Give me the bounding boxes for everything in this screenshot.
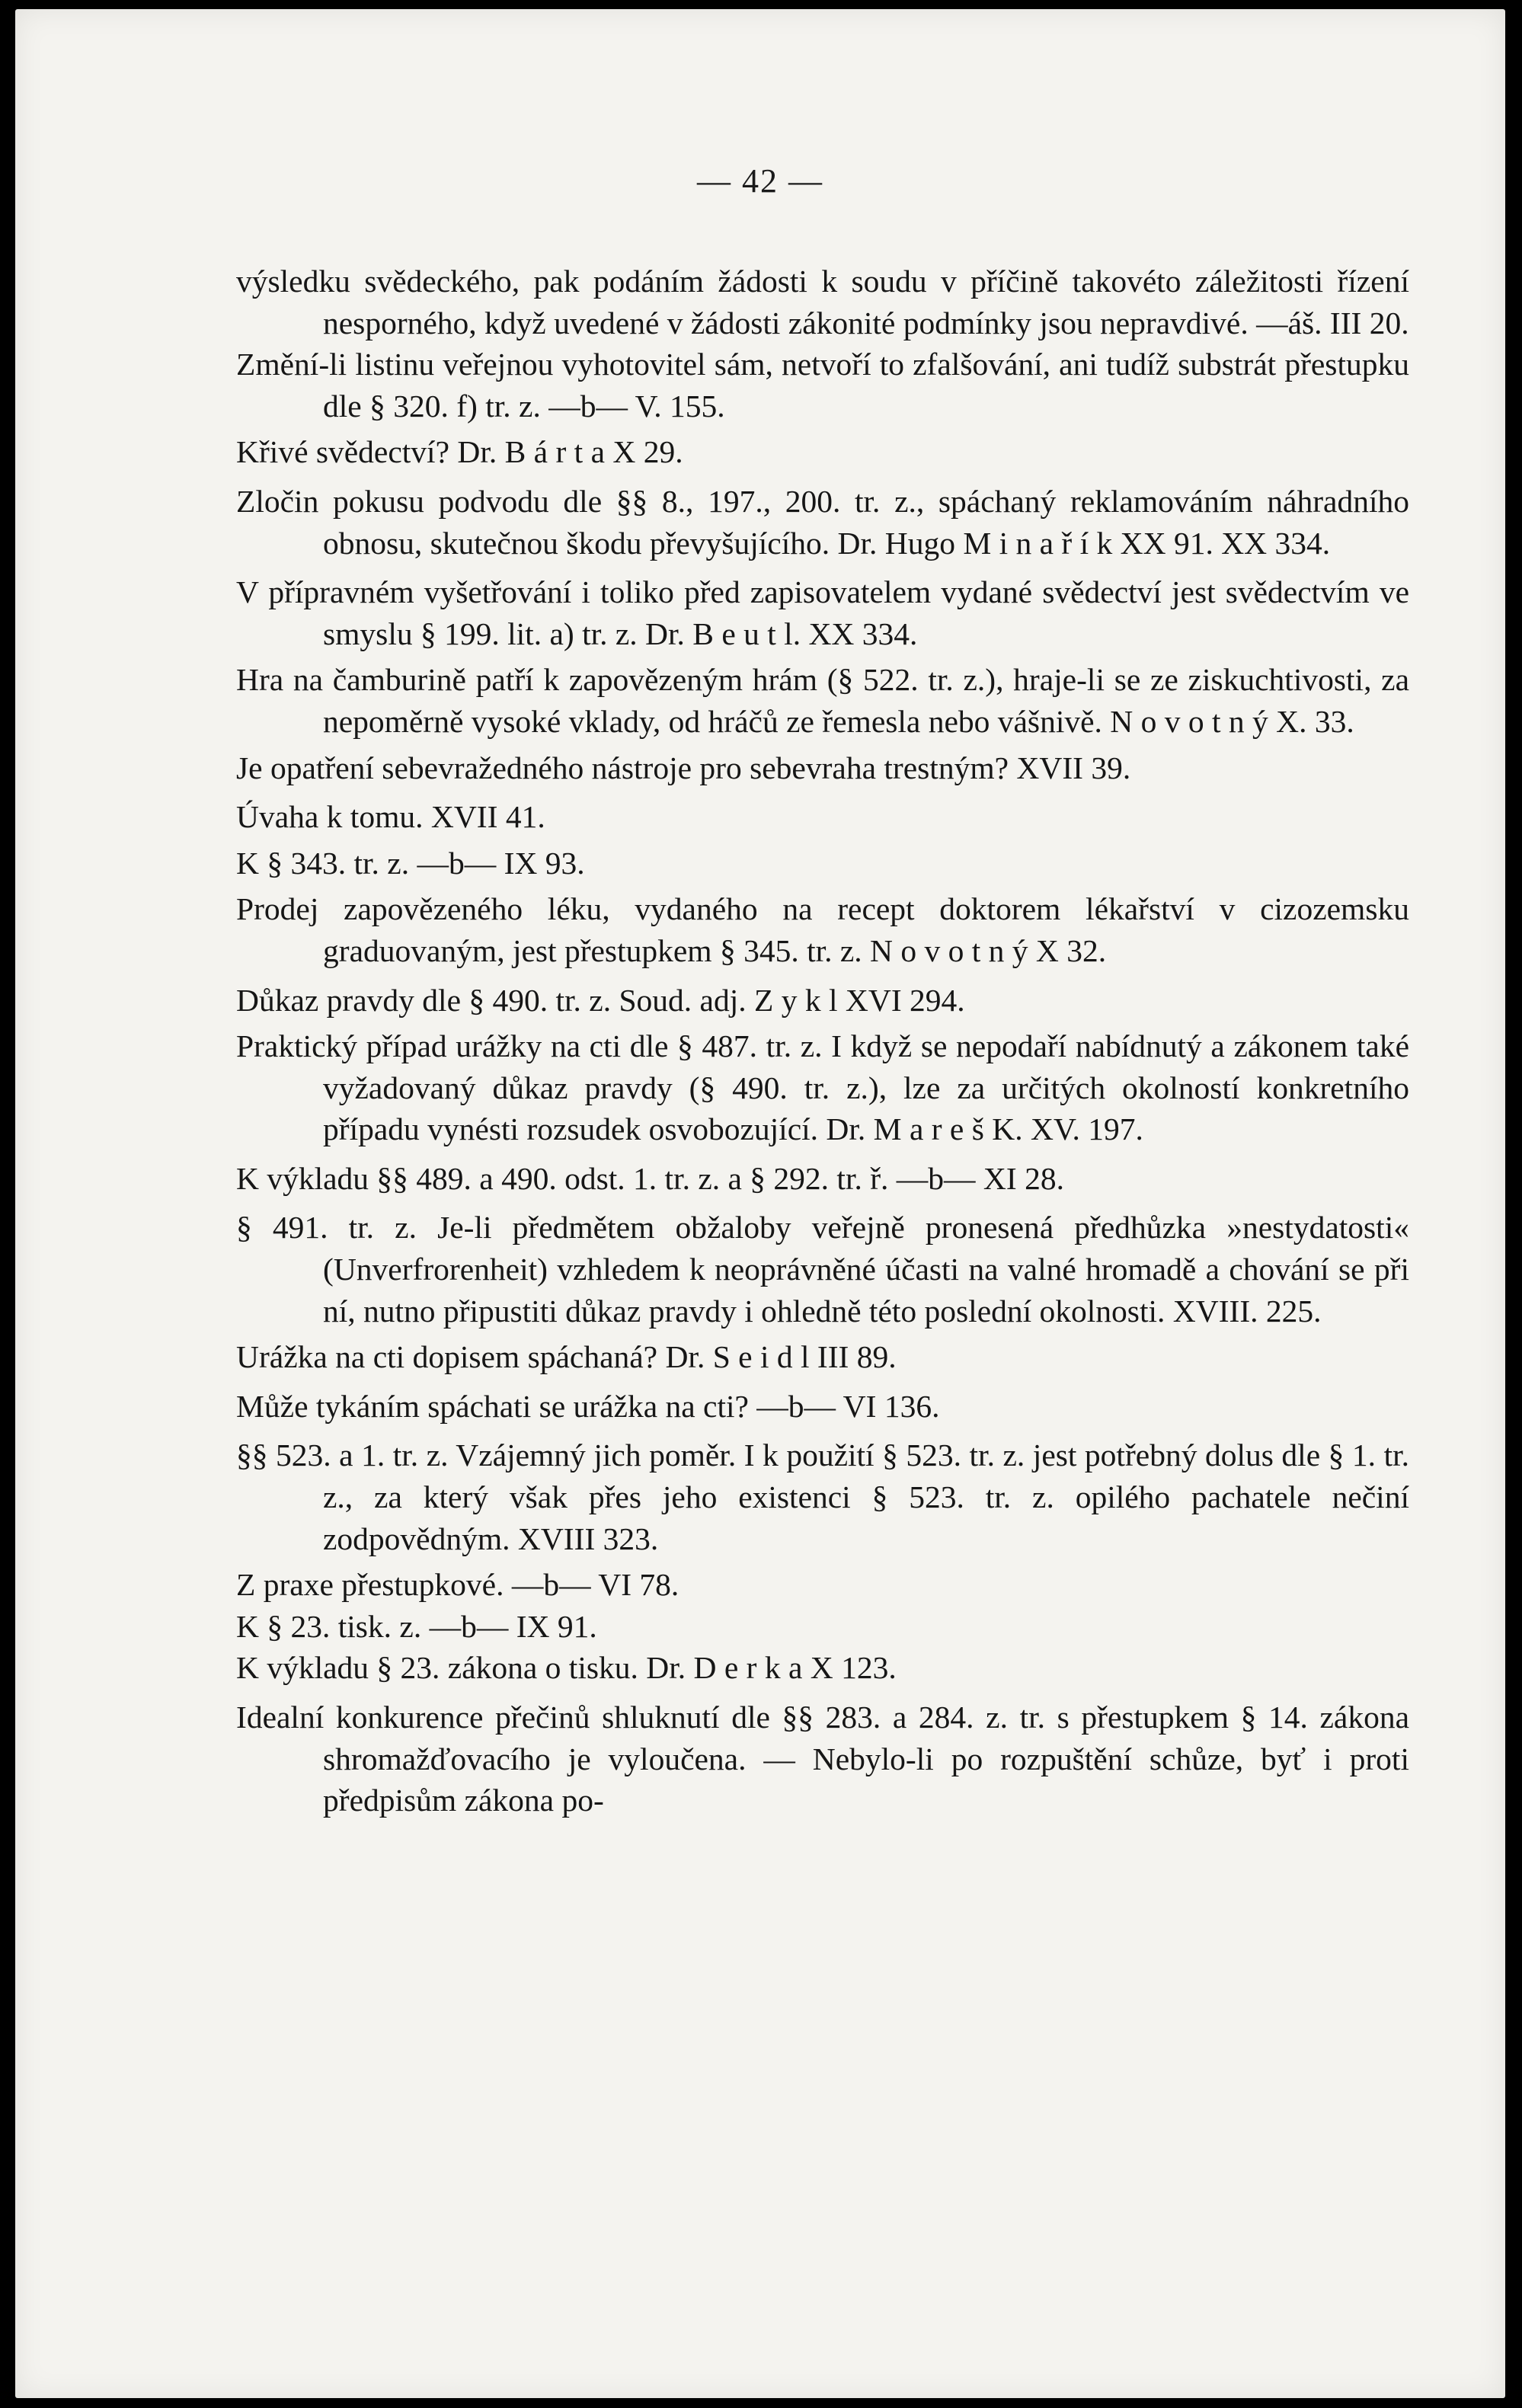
index-text-block	[236, 261, 1409, 1821]
index-entry: Křivé svědectví? Dr. B á r t a X 29.	[236, 434, 683, 470]
index-entry: Je opatření sebevražedného nástroje pro sebevraha trestným? XVII 39.	[236, 750, 1131, 785]
index-entry: Úvaha k tomu. XVII 41.	[236, 799, 545, 835]
index-entry: Praktický případ urážky na cti dle § 487. tr. z. I když se nepodaří nabídnutý a zákonem také vyžadovaný důkaz pravdy (§ 490. tr. z.), lze za určitých okolností konkretního případu vynésti rozsudek osvobozující. Dr. M a r e š K. XV. 197.	[236, 1028, 1409, 1147]
index-entry: Idealní konkurence přečinů shluknutí dle §§ 283. a 284. z. tr. s přestupkem § 14. zákona shromažďovacího je vyloučena. — Nebylo-li po rozpuštění schůze, byť i proti předpisům zákona po-	[236, 1700, 1409, 1818]
index-entry: Prodej zapovězeného léku, vydaného na recept doktorem lékařství v cizozemsku graduovaným, jest přestupkem § 345. tr. z. N o v o t n ý X 32.	[236, 891, 1409, 968]
index-entry: K výkladu §§ 489. a 490. odst. 1. tr. z. a § 292. tr. ř. —b— XI 28.	[236, 1160, 1064, 1196]
page-number: — 42 —	[697, 162, 823, 200]
index-entry: Důkaz pravdy dle § 490. tr. z. Soud. adj. Z y k l XVI 294.	[236, 982, 965, 1018]
index-entry: Hra na čamburině patří k zapovězeným hrám (§ 522. tr. z.), hraje-li se ze ziskuchtivosti, za nepoměrně vysoké vklady, od hráčů ze řemesla nebo vášnivě. N o v o t n ý X. 33.	[236, 662, 1409, 739]
index-entry: Z praxe přestupkové. —b— VI 78.	[236, 1567, 679, 1603]
index-entry: K výkladu § 23. zákona o tisku. Dr. D e r k a X 123.	[236, 1650, 897, 1686]
index-entry: § 491. tr. z. Je-li předmětem obžaloby veřejně pronesená předhůzka »nestydatosti« (Unverfrorenheit) vzhledem k neoprávněné účasti na valné hromadě a chování se při ní, nutno připustiti důkaz pravdy i ohledně této poslední okolnosti. XVIII. 225.	[236, 1210, 1409, 1329]
index-entry: V přípravném vyšetřování i toliko před zapisovatelem vydané svědectví jest svědectvím ve smyslu § 199. lit. a) tr. z. Dr. B e u t l. XX 334.	[236, 574, 1409, 651]
index-entry: Zločin pokusu podvodu dle §§ 8., 197., 200. tr. z., spáchaný reklamováním náhradního obnosu, skutečnou škodu převyšujícího. Dr. Hugo M i n a ř í k XX 91. XX 334.	[236, 483, 1409, 561]
index-entry: Změní-li listinu veřejnou vyhotovitel sám, netvoří to zfalšování, ani tudíž substrát přestupku dle § 320. f) tr. z. —b— V. 155.	[236, 347, 1409, 424]
book-page	[15, 9, 1505, 2398]
index-entry: K § 23. tisk. z. —b— IX 91.	[236, 1608, 597, 1644]
index-entry: Urážka na cti dopisem spáchaná? Dr. S e i d l III 89.	[236, 1339, 897, 1375]
index-entry: §§ 523. a 1. tr. z. Vzájemný jich poměr. I k použití § 523. tr. z. jest potřebný dolus dle § 1. tr. z., za který však přes jeho existenci § 523. tr. z. opilého pachatele nečiní zodpovědným. XVIII 323.	[236, 1437, 1409, 1556]
index-entry: K § 343. tr. z. —b— IX 93.	[236, 845, 585, 881]
index-entry: výsledku svědeckého, pak podáním žádosti k soudu v příčině takovéto záležitosti řízení nesporného, když uvedené v žádosti zákonité podmínky jsou nepravdivé. —áš. III 20.	[236, 264, 1409, 341]
index-entry: Může tykáním spáchati se urážka na cti? —b— VI 136.	[236, 1388, 940, 1424]
